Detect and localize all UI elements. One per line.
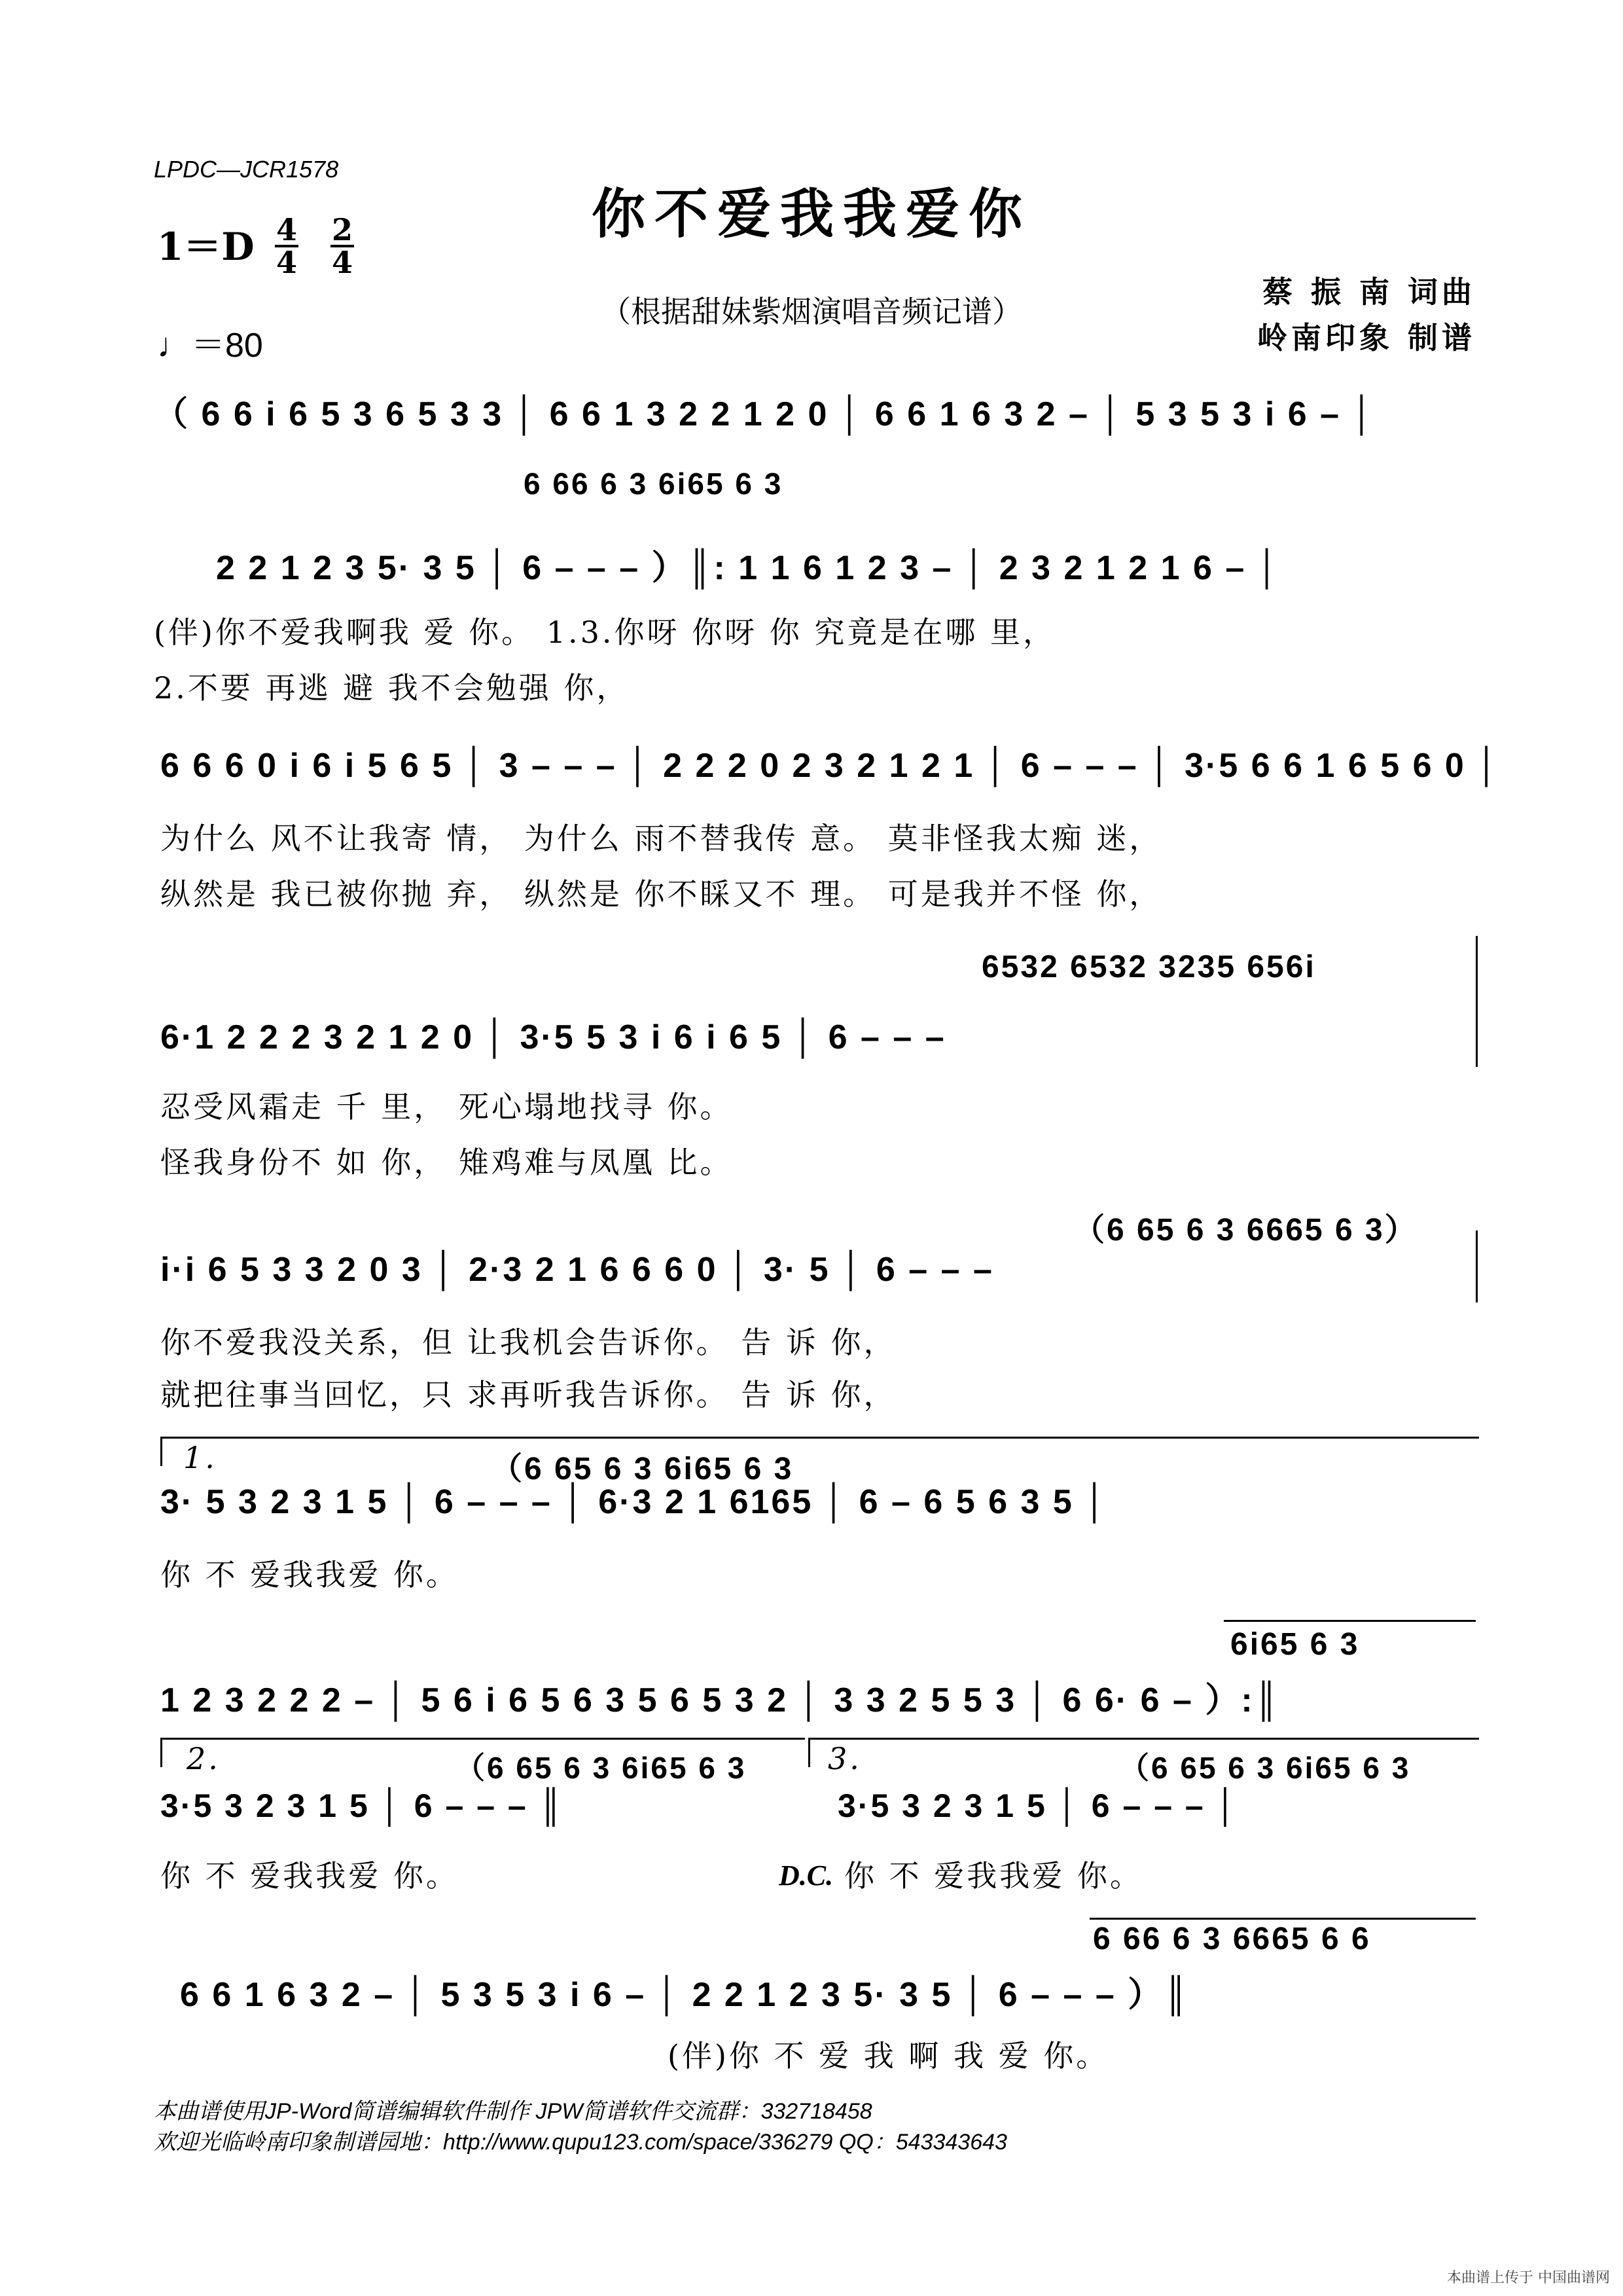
score-line-3: 6 6 6 0 i 6 i 5 6 5 │ 3 – – – │ 2 2 2 0 2 3 2 1 2 1 │ 6 – – – │ 3·5 6 6 1 6 5 6 0 │ bbox=[160, 747, 1501, 785]
accompaniment-line-7: 6i65 6 3 bbox=[1230, 1627, 1360, 1662]
volta-bracket bbox=[1224, 1620, 1476, 1622]
volta-bracket bbox=[160, 1738, 805, 1740]
score-volta-2: 3·5 3 2 3 1 5 │ 6 – – – ║ bbox=[160, 1787, 565, 1824]
lyrics-line-2-verse-1: (伴)你不爱我啊我 爱 你。 1.3.你呀 你呀 你 究竟是在哪 里， bbox=[154, 615, 1056, 650]
volta-bracket bbox=[160, 1738, 162, 1767]
accompaniment-line-9: 6 66 6 3 6665 6 6 bbox=[1093, 1922, 1371, 1956]
score-line-1: （ 6 6 i 6 5 3 6 5 3 3 │ 6 6 1 3 2 2 1 2 0 │ 6 6 1 6 3 2 – │ 5 3 5 3 i 6 – │ bbox=[154, 395, 1376, 433]
lyrics-line-3-verse-2: 纵然是 我已被你抛 弃， 纵然是 你不睬又不 理。 可是我并不怪 你， bbox=[160, 876, 1162, 912]
lyrics-line-5-verse-2: 就把往事当回忆，只 求再听我告诉你。 告 诉 你， bbox=[160, 1377, 897, 1412]
lyrics-line-4-verse-1: 忍受风霜走 千 里， 死心塌地找寻 你。 bbox=[160, 1089, 733, 1124]
barline bbox=[1476, 1230, 1478, 1302]
score-line-7: 1 2 3 2 2 2 – │ 5 6 i 6 5 6 3 5 6 5 3 2 │ 3 3 2 5 5 3 │ 6 6· 6 – ）:║ bbox=[160, 1681, 1281, 1719]
song-title: 你不爱我我爱你 bbox=[591, 183, 1031, 245]
accompaniment-line-4: 6532 6532 3235 656i bbox=[982, 950, 1316, 984]
accompaniment-line-2: 6 66 6 3 6i65 6 3 bbox=[524, 467, 783, 501]
volta-bracket bbox=[808, 1738, 1479, 1740]
composer-credit: 蔡 振 南 词曲 bbox=[1262, 274, 1476, 310]
score-volta-3: 3·5 3 2 3 1 5 │ 6 – – – │ bbox=[838, 1787, 1239, 1824]
time-signature-2-4: $\frac{2}{4}$ bbox=[331, 212, 353, 280]
volta-3-label: 3. bbox=[828, 1741, 862, 1776]
key-signature: 1＝D bbox=[157, 224, 255, 269]
accompaniment-volta-3: （6 65 6 3 6i65 6 3 bbox=[1119, 1751, 1411, 1785]
footer-software-note: 本曲谱使用JP-Word简谱编辑软件制作 JPW简谱软件交流群：332718458 bbox=[154, 2099, 872, 2124]
lyrics-line-4-verse-2: 怪我身份不 如 你， 雉鸡难与凤凰 比。 bbox=[160, 1145, 733, 1180]
score-line-4: 6·1 2 2 2 3 2 1 2 0 │ 3·5 5 3 i 6 i 6 5 │ 6 – – – bbox=[160, 1018, 946, 1056]
da-capo-mark: D.C. bbox=[779, 1859, 834, 1892]
barline bbox=[1476, 936, 1478, 1067]
score-line-9: 6 6 1 6 3 2 – │ 5 3 5 3 i 6 – │ 2 2 1 2 3 5· 3 5 │ 6 – – – ）║ bbox=[180, 1976, 1190, 2014]
score-code: LPDC—JCR1578 bbox=[154, 156, 339, 183]
lyrics-volta-3: 你 不 爱我我爱 你。 bbox=[844, 1858, 1143, 1893]
volta-bracket bbox=[808, 1738, 810, 1767]
tempo-marking: ♩＝80 bbox=[157, 327, 263, 365]
score-line-6: 3· 5 3 2 3 1 5 │ 6 – – – │ 6·3 2 1 6165 │ 6 – 6 5 6 3 5 │ bbox=[160, 1483, 1109, 1521]
accompaniment-line-6: （6 65 6 3 6i65 6 3 bbox=[491, 1452, 794, 1486]
quarter-note-icon: ♩ bbox=[157, 327, 191, 365]
volta-bracket bbox=[160, 1437, 162, 1466]
accompaniment-volta-2: （6 65 6 3 6i65 6 3 bbox=[455, 1751, 747, 1785]
upload-source-note: 本曲谱上传于 中国曲谱网 bbox=[1447, 2270, 1610, 2286]
lyrics-volta-2: 你 不 爱我我爱 你。 bbox=[160, 1858, 459, 1893]
time-signature-4-4: $\frac{4}{4}$ bbox=[276, 212, 297, 280]
volta-2-label: 2. bbox=[187, 1741, 221, 1776]
song-subtitle: （根据甜妹紫烟演唱音频记谱） bbox=[601, 294, 1022, 329]
lyrics-line-6: 你 不 爱我我爱 你。 bbox=[160, 1557, 459, 1592]
accompaniment-line-5: （6 65 6 3 6665 6 3） bbox=[1073, 1213, 1418, 1247]
volta-bracket bbox=[160, 1437, 1479, 1439]
lyrics-line-5-verse-1: 你不爱我没关系，但 让我机会告诉你。 告 诉 你， bbox=[160, 1325, 897, 1360]
score-line-5: i·i 6 5 3 3 2 0 3 │ 2·3 2 1 6 6 6 0 │ 3· 5 │ 6 – – – bbox=[160, 1251, 994, 1289]
lyrics-line-3-verse-1: 为什么 风不让我寄 情， 为什么 雨不替我传 意。 莫非怪我太痴 迷， bbox=[160, 821, 1162, 856]
volta-bracket bbox=[1090, 1918, 1476, 1920]
arranger-credit: 岭南印象 制谱 bbox=[1257, 320, 1476, 355]
lyrics-line-9: (伴)你 不 爱 我 啊 我 爱 你。 bbox=[668, 2038, 1109, 2073]
lyrics-line-2-verse-2: 2.不要 再逃 避 我不会勉强 你， bbox=[154, 670, 630, 706]
footer-website-note: 欢迎光临岭南印象制谱园地：http://www.qupu123.com/space/336279 QQ：543343643 bbox=[154, 2130, 1007, 2155]
volta-1-label: 1. bbox=[183, 1440, 217, 1475]
score-line-2: 2 2 1 2 3 5· 3 5 │ 6 – – – ）║: 1 1 6 1 2 3 – │ 2 3 2 1 2 1 6 – │ bbox=[216, 549, 1281, 587]
